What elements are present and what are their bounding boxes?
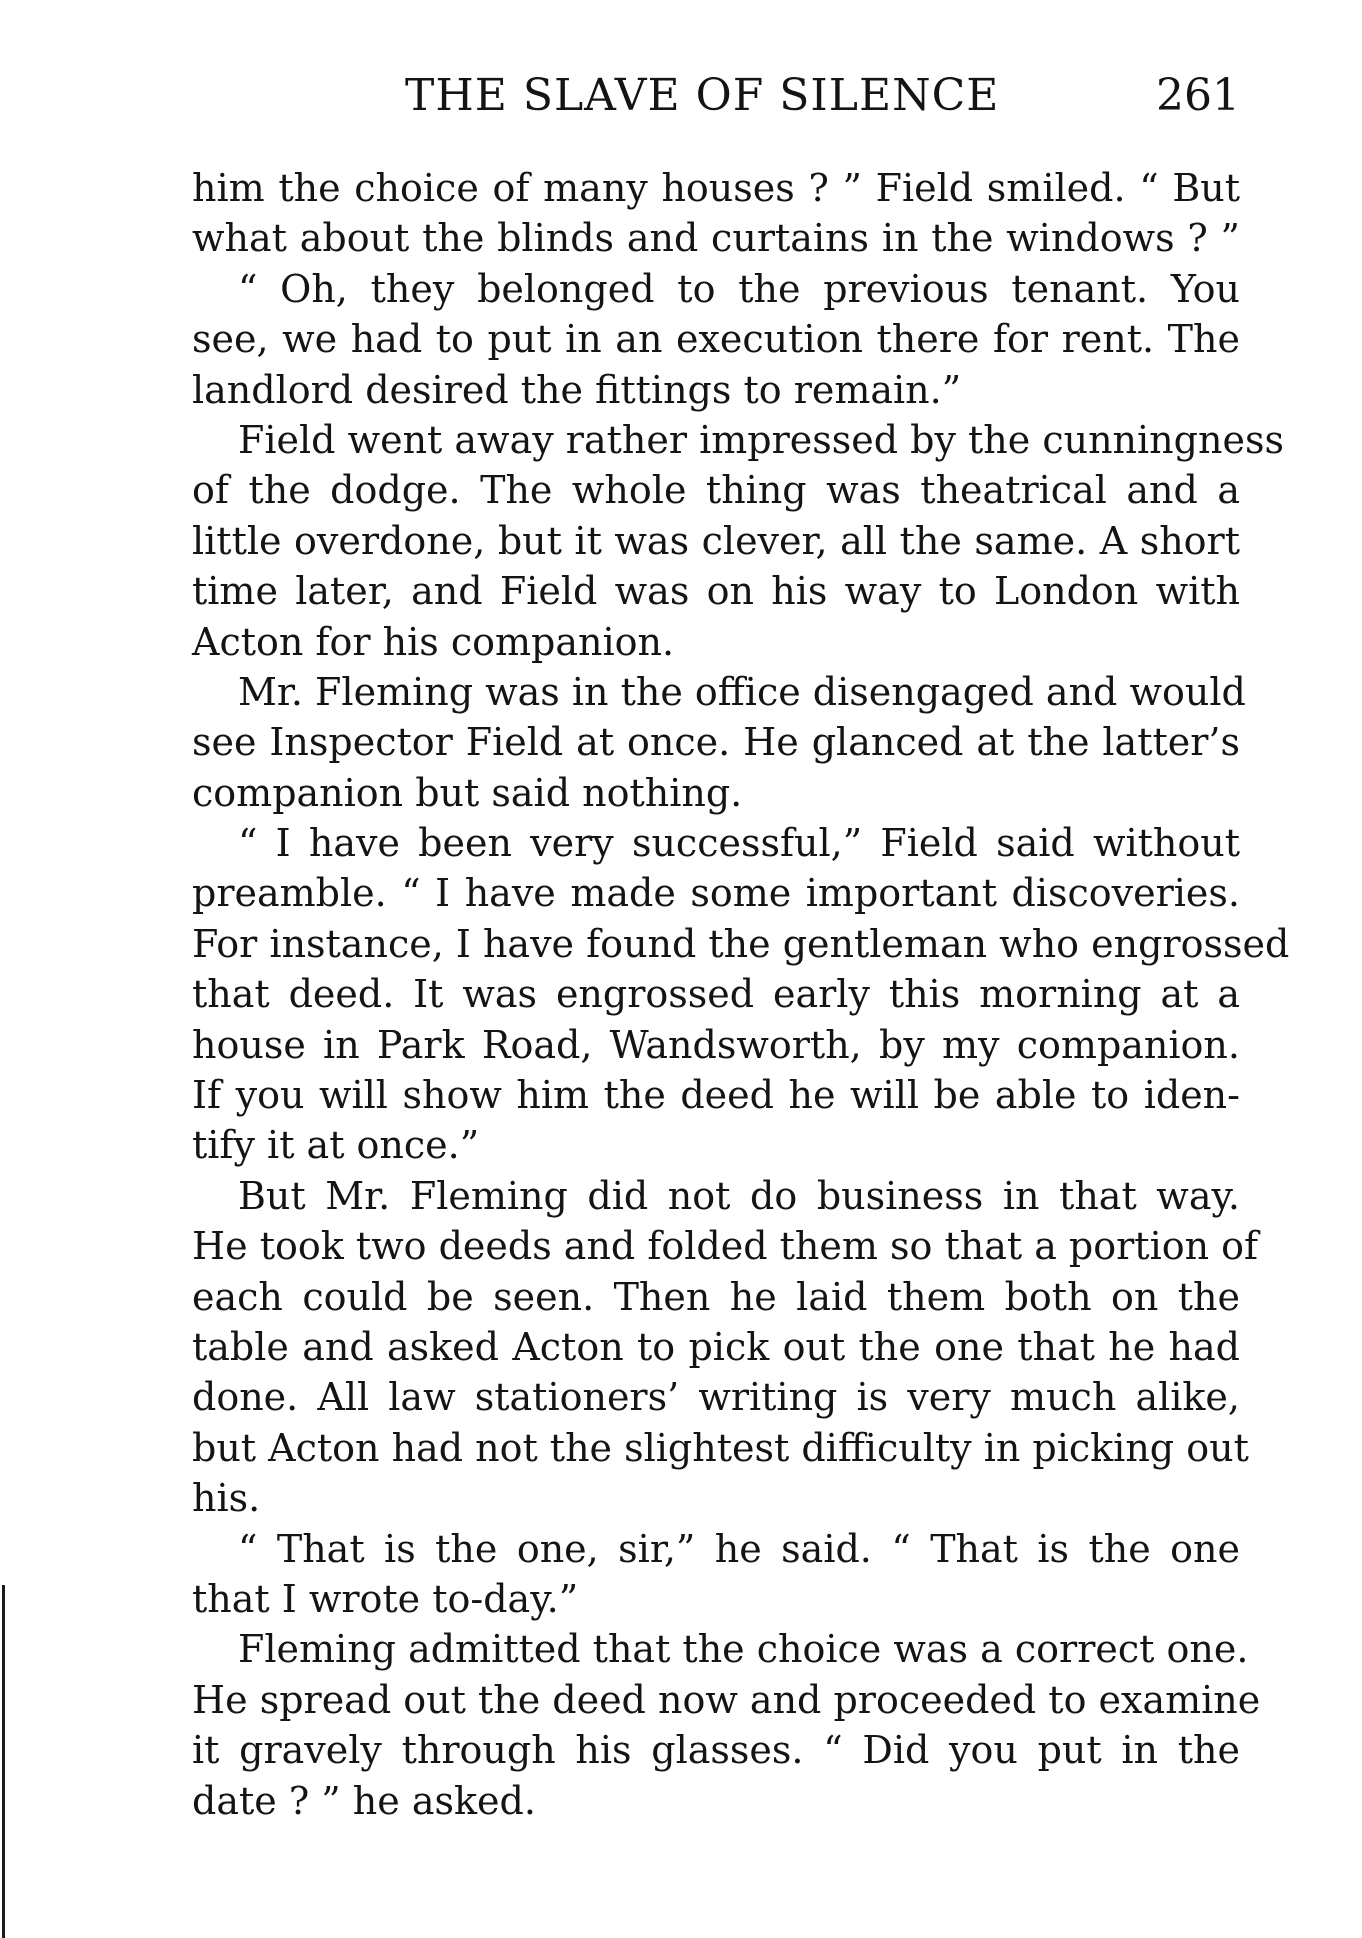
text-line: If you will show him the deed he will be able to iden- xyxy=(192,1073,1240,1118)
text-line: that I wrote to-day.” xyxy=(192,1576,579,1621)
text-line: house in Park Road, Wandsworth, by my companion. xyxy=(192,1022,1240,1067)
text-line: time later, and Field was on his way to London with xyxy=(192,569,1240,614)
text-line: but Acton had not the slightest difficulty in picking out xyxy=(192,1425,1249,1470)
text-line: done. All law stationers’ writing is very much alike, xyxy=(192,1375,1240,1420)
text-line: He took two deeds and folded them so that a portion of xyxy=(192,1224,1259,1269)
text-line: companion but said nothing. xyxy=(192,770,743,815)
text-line: Acton for his companion. xyxy=(192,619,675,664)
text-line: see Inspector Field at once. He glanced at the latter’s xyxy=(192,720,1240,765)
text-line: “ I have been very successful,” Field said without xyxy=(238,821,1240,866)
text-line: that deed. It was engrossed early this morning at a xyxy=(192,972,1240,1017)
text-line: it gravely through his glasses. “ Did you put in the xyxy=(192,1728,1240,1773)
text-line: see, we had to put in an execution there for rent. The xyxy=(192,317,1240,362)
running-head: THE SLAVE OF SILENCE xyxy=(405,70,1000,121)
text-line: Field went away rather impressed by the cunningness xyxy=(238,417,1284,462)
text-line: landlord desired the fittings to remain.” xyxy=(192,367,962,412)
text-line: little overdone, but it was clever, all the same. A short xyxy=(192,518,1240,563)
text-line: For instance, I have found the gentleman who engrossed xyxy=(192,921,1290,966)
text-line: Fleming admitted that the choice was a correct one. xyxy=(238,1627,1249,1672)
text-line: his. xyxy=(192,1476,261,1521)
text-line: tify it at once.” xyxy=(192,1123,480,1168)
text-line: of the dodge. The whole thing was theatrical and a xyxy=(192,468,1240,513)
body-text xyxy=(192,163,1290,1826)
text-line: He spread out the deed now and proceeded to examine xyxy=(192,1677,1261,1722)
page-number: 261 xyxy=(1156,70,1240,121)
text-line: him the choice of many houses ? ” Field smiled. “ But xyxy=(192,166,1240,210)
text-line: table and asked Acton to pick out the one that he had xyxy=(192,1324,1240,1369)
text-line: Mr. Fleming was in the office disengaged and would xyxy=(238,669,1246,714)
text-line: “ That is the one, sir,” he said. “ That is the one xyxy=(238,1526,1240,1571)
page-header xyxy=(190,70,1240,130)
text-line: preamble. “ I have made some important discoveries. xyxy=(192,871,1240,916)
text-line: “ Oh, they belonged to the previous tenant. You xyxy=(238,266,1240,311)
page-edge-line xyxy=(2,1585,5,1938)
text-line: each could be seen. Then he laid them both on the xyxy=(192,1274,1240,1319)
text-line: date ? ” he asked. xyxy=(192,1778,536,1823)
text-line: what about the blinds and curtains in the windows ? ” xyxy=(192,216,1240,261)
text-line: But Mr. Fleming did not do business in that way. xyxy=(238,1173,1240,1218)
